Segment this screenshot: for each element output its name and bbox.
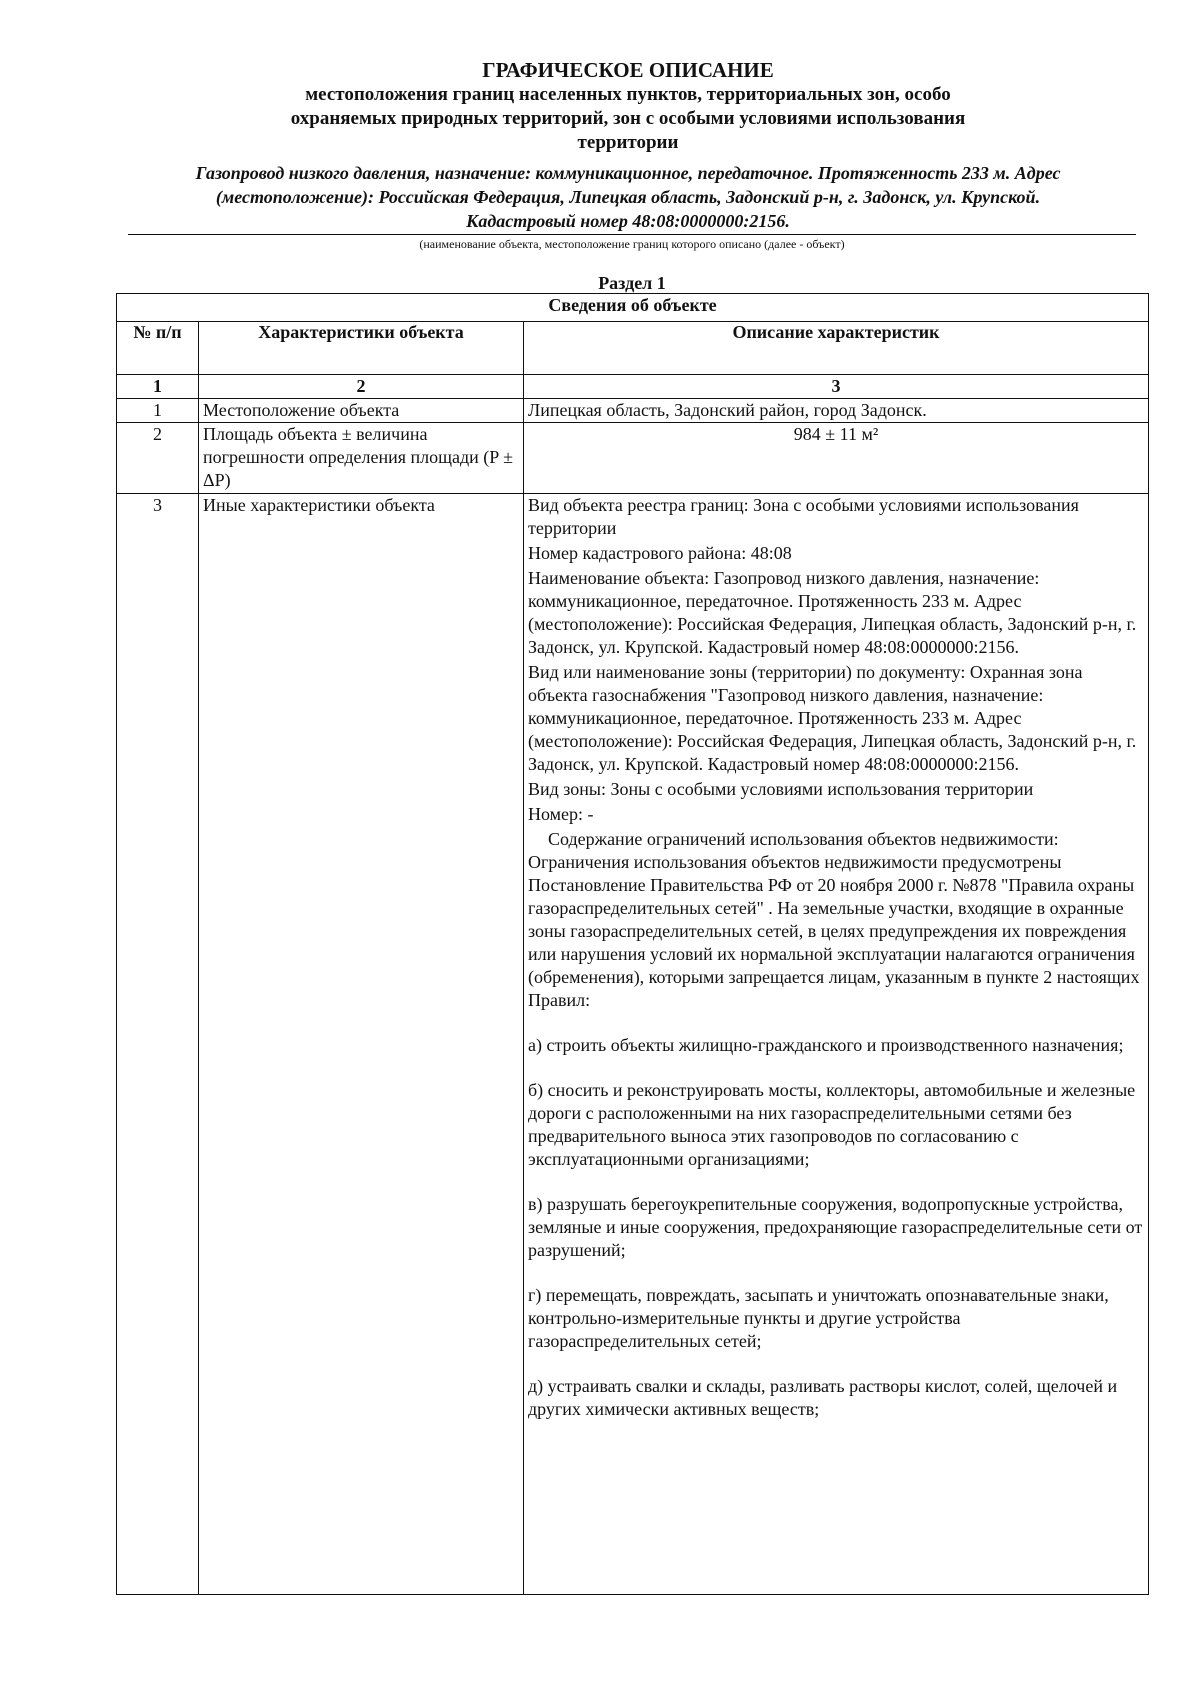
restriction-item: б) сносить и реконструировать мосты, коллекторы, автомобильные и железные дороги с расположенными на них газораспределительными сетями без предварительного выноса этих газопроводов по согласованию с эксплуатационными организациями; [528, 1080, 1136, 1169]
row-characteristic: Местоположение объекта [199, 399, 524, 423]
description-paragraph: Вид зоны: Зоны с особыми условиями использования территории [528, 779, 1034, 799]
object-description-line-2: (местоположение): Российская Федерация, Липецкая область, Задонский р-н, г. Задонск, ул. Крупской. [215, 187, 1041, 207]
row-description: 984 ± 11 м² [524, 423, 1149, 494]
row-description: Липецкая область, Задонский район, город Задонск. [524, 399, 1149, 423]
column-number: 1 [117, 375, 199, 399]
restriction-item: а) строить объекты жилищно-гражданского и производственного назначения; [528, 1035, 1124, 1055]
object-description [120, 161, 1136, 233]
description-paragraph: Наименование объекта: Газопровод низкого давления, назначение: коммуникационное, передаточное. Протяженность 233 м. Адрес (местоположение): Российская Федерация, Липецкая область, Задонский р-н, г. Задонск, ул. Крупской. Кадастровый номер 48:08:0000000:2156. [528, 568, 1137, 657]
header-num: № п/п [117, 322, 199, 375]
column-number: 3 [524, 375, 1149, 399]
description-paragraph: Номер кадастрового района: 48:08 [528, 543, 792, 563]
header-characteristic: Характеристики объекта [199, 322, 524, 375]
section-title: Раздел 1 [598, 273, 666, 293]
row-number: 2 [117, 423, 199, 494]
description-paragraph: Номер: - [528, 804, 594, 824]
object-description-line-3: Кадастровый номер 48:08:0000000:2156. [466, 211, 790, 231]
column-number: 2 [199, 375, 524, 399]
divider-line [128, 234, 1136, 235]
object-description-line-1: Газопровод низкого давления, назначение: коммуникационное, передаточное. Протяженность 233 м. Адрес [195, 163, 1061, 183]
restriction-item: г) перемещать, повреждать, засыпать и уничтожать опознавательные знаки, контрольно-измерительные пункты и другие устройства газораспределительных сетей; [528, 1285, 1109, 1351]
row-description [524, 494, 1149, 1595]
table-row [117, 494, 1149, 1595]
row-number: 1 [117, 399, 199, 423]
restriction-item: в) разрушать берегоукрепительные сооружения, водопропускные устройства, земляные и иные сооружения, предохраняющие газораспределительные сети от разрушений; [528, 1194, 1143, 1260]
header-description: Описание характеристик [524, 322, 1149, 375]
document-title: ГРАФИЧЕСКОЕ ОПИСАНИЕ [482, 58, 774, 82]
row-number: 3 [117, 494, 199, 1595]
table-caption: Сведения об объекте [117, 294, 1149, 322]
document-subtitle: местоположения границ населенных пунктов, территориальных зон, особо охраняемых природных территорий, зон с особыми условиями использования территории [290, 84, 966, 153]
restriction-item: д) устраивать свалки и склады, разливать растворы кислот, солей, щелочей и других химически активных веществ; [528, 1376, 1118, 1419]
table-row [117, 423, 1149, 494]
row-characteristic: Площадь объекта ± величина погрешности определения площади (P ± ΔP) [199, 423, 524, 494]
rule-caption: (наименование объекта, местоположение границ которого описано (далее - объект) [419, 237, 845, 251]
description-paragraph: Содержание ограничений использования объектов недвижимости: Ограничения использования объектов недвижимости предусмотрены Постановление Правительства РФ от 20 ноября 2000 г. №878 "Правила охраны газораспределительных сетей" . На земельные участки, входящие в охранные зоны газораспределительных сетей, в целях предупреждения их повреждения или нарушения условий их нормальной эксплуатации налагаются ограничения (обременения), которыми запрещается лицам, указанным в пункте 2 настоящих Правил: [528, 829, 1140, 1010]
description-paragraph: Вид или наименование зоны (территории) по документу: Охранная зона объекта газоснабжения "Газопровод низкого давления, назначение: коммуникационное, передаточное. Протяженность 233 м. Адрес (местоположение): Российская Федерация, Липецкая область, Задонский р-н, г. Задонск, ул. Крупской. Кадастровый номер 48:08:0000000:2156. [528, 662, 1137, 774]
object-info-table [116, 293, 1149, 1595]
document-header [120, 58, 1136, 233]
row-characteristic: Иные характеристики объекта [199, 494, 524, 1595]
description-paragraph: Вид объекта реестра границ: Зона с особыми условиями использования территории [528, 495, 1079, 538]
table-row [117, 399, 1149, 423]
